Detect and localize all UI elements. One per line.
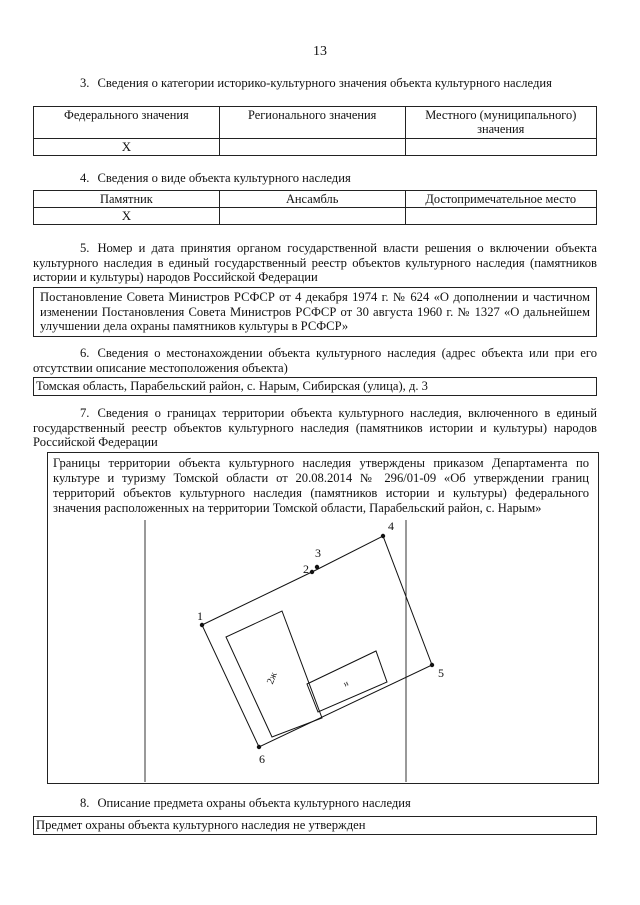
point-label: 3 xyxy=(315,546,321,560)
boundary-point xyxy=(257,745,261,749)
decision-value: Постановление Совета Министров РСФСР от 4 декабря 1974 г. № 624 «О дополнении и частичном изменении Постановления Совета Министров РСФСР от 30 августа 1960 г. № 1327 «О дальнейшем улучшении дела охраны памятников культуры в РСФСР» xyxy=(33,287,597,337)
column-header: Федерального значения xyxy=(34,107,220,139)
column-header: Памятник xyxy=(34,191,220,208)
section-number: 5. xyxy=(80,241,90,255)
point-label: 6 xyxy=(259,752,265,766)
point-label: 2 xyxy=(303,562,309,576)
page-number: 13 xyxy=(313,44,327,59)
section-title: Описание предмета охраны объекта культурного наследия xyxy=(97,796,411,810)
column-header: Местного (муниципального) значения xyxy=(405,107,596,139)
section-number: 3. xyxy=(80,76,90,90)
building-label: н xyxy=(342,678,350,689)
column-header: Достопримечательное место xyxy=(405,191,596,208)
address-value: Томская область, Парабельский район, с. Нарым, Сибирская (улица), д. 3 xyxy=(33,377,597,396)
section-title: Сведения о местонахождении объекта культурного наследия (адрес объекта или при его отсутствии описание местоположения объекта) xyxy=(33,346,597,375)
category-mark: X xyxy=(34,139,220,156)
boundary-point xyxy=(430,663,434,667)
section-number: 4. xyxy=(80,171,90,185)
column-header: Регионального значения xyxy=(219,107,405,139)
boundary-point xyxy=(315,565,319,569)
point-label: 1 xyxy=(197,609,203,623)
section-title: Номер и дата принятия органом государственной власти решения о включении объекта культурного наследия в единый государственный реестр объектов культурного наследия (памятников истории и культуры) народов Российской Федерации xyxy=(33,241,597,284)
protection-subject-value: Предмет охраны объекта культурного наследия не утвержден xyxy=(33,816,597,835)
boundary-point xyxy=(310,570,314,574)
section-title: Сведения о виде объекта культурного наследия xyxy=(97,171,351,185)
section-number: 6. xyxy=(80,346,90,360)
section-number: 8. xyxy=(80,796,90,810)
building-label: 2ж xyxy=(265,670,280,686)
boundaries-value: Границы территории объекта культурного наследия утверждены приказом Департамента по культуре и туризму Томской области от 20.08.2014 № 296/01-09 «Об утверждении границ территорий объектов культурного наследия (памятников истории и культуры) федерального значения расположенных на территории Томской области, Парабельский район, с. Нарым» xyxy=(53,456,589,515)
section-8-heading xyxy=(33,796,597,811)
point-label: 5 xyxy=(438,666,444,680)
section-title: Сведения о границах территории объекта культурного наследия, включенного в единый государственный реестр объектов культурного наследия (памятников истории и культуры) народов Российской Федерации xyxy=(33,406,597,449)
boundary-point xyxy=(200,623,204,627)
section-title: Сведения о категории историко-культурного значения объекта культурного наследия xyxy=(97,76,552,90)
boundary-point xyxy=(381,534,385,538)
point-label: 4 xyxy=(388,519,394,533)
section-number: 7. xyxy=(80,406,90,420)
column-header: Ансамбль xyxy=(219,191,405,208)
type-mark: X xyxy=(34,208,220,225)
